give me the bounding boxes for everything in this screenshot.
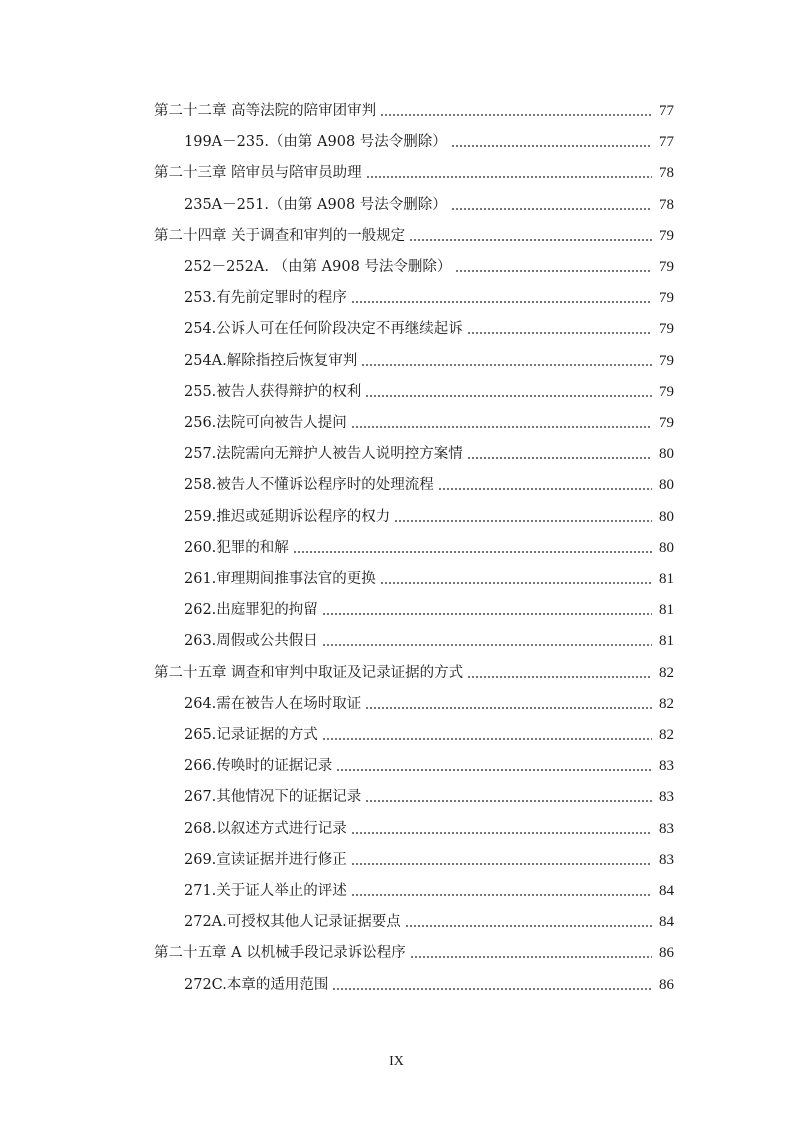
dot-leader (438, 477, 652, 491)
toc-chapter-entry[interactable] (0, 938, 793, 962)
toc-section-entry[interactable] (0, 502, 793, 526)
toc-entry-page: 79 (659, 321, 674, 338)
toc-section-entry[interactable] (0, 720, 793, 744)
toc-entry-page: 80 (659, 539, 674, 556)
toc-entry-page: 84 (659, 914, 674, 931)
toc-entry-title: 264.需在被告人在场时取证 (184, 695, 362, 712)
dot-leader (410, 945, 652, 959)
toc-entry-title: 268.以叙述方式进行记录 (184, 820, 347, 837)
toc-section-entry[interactable] (0, 190, 793, 214)
toc-entry-page: 81 (659, 571, 674, 587)
toc-entry-title: 271.关于证人举止的评述 (184, 883, 347, 899)
toc-section-entry[interactable] (0, 439, 793, 463)
toc-chapter-entry[interactable] (0, 658, 793, 682)
dot-leader (293, 540, 652, 554)
toc-entry-page: 81 (659, 633, 674, 650)
dot-leader (322, 602, 652, 616)
toc-entry-title: 266.传唤时的证据记录 (184, 758, 333, 775)
toc-entry-page: 83 (659, 789, 674, 806)
toc-entry-page: 86 (659, 945, 674, 962)
dot-leader (451, 134, 652, 148)
dot-leader (394, 509, 652, 523)
dot-leader (336, 758, 652, 772)
toc-section-entry[interactable] (0, 564, 793, 588)
toc-section-entry[interactable] (0, 127, 793, 151)
toc-section-entry[interactable] (0, 252, 793, 276)
toc-entry-title: 252－252A. （由第 A908 号法令删除） (184, 259, 452, 275)
dot-leader (322, 727, 652, 741)
dot-leader (451, 197, 652, 211)
toc-section-entry[interactable] (0, 408, 793, 432)
toc-entry-title: 258.被告人不懂诉讼程序时的处理流程 (184, 477, 434, 494)
toc-entry-title: 254.公诉人可在任何阶段决定不再继续起诉 (184, 321, 463, 338)
toc-entry-title: 255.被告人获得辩护的权利 (184, 383, 362, 400)
toc-entry-title: 第二十二章 高等法院的陪审团审判 (154, 103, 377, 119)
dot-leader (365, 789, 652, 803)
toc-chapter-entry[interactable] (0, 96, 793, 120)
toc-entry-page: 86 (659, 976, 674, 993)
toc-entry-page: 83 (659, 758, 674, 775)
toc-entry-title: 259.推迟或延期诉讼程序的权力 (184, 508, 391, 525)
toc-section-entry[interactable] (0, 626, 793, 650)
toc-section-entry[interactable] (0, 814, 793, 838)
toc-entry-page: 79 (659, 383, 674, 400)
toc-entry-page: 79 (659, 352, 674, 369)
toc-section-entry[interactable] (0, 907, 793, 931)
toc-section-entry[interactable] (0, 876, 793, 900)
toc-section-entry[interactable] (0, 533, 793, 557)
toc-entry-title: 第二十五章 调查和审判中取证及记录证据的方式 (154, 664, 464, 681)
toc-section-entry[interactable] (0, 595, 793, 619)
dot-leader (351, 852, 652, 866)
dot-leader (332, 977, 652, 991)
toc-entry-title: 262.出庭罪犯的拘留 (184, 602, 318, 619)
toc-entry-page: 78 (659, 165, 674, 182)
toc-entry-page: 80 (659, 508, 674, 525)
toc-entry-page: 77 (659, 103, 674, 119)
toc-section-entry[interactable] (0, 782, 793, 806)
toc-entry-page: 82 (659, 664, 674, 681)
dot-leader (380, 103, 652, 117)
toc-entry-page: 81 (659, 602, 674, 619)
toc-section-entry[interactable] (0, 346, 793, 370)
toc-entry-title: 272A.可授权其他人记录证据要点 (184, 914, 401, 931)
toc-entry-page: 83 (659, 851, 674, 868)
toc-entry-title: 263.周假或公共假日 (184, 633, 318, 650)
toc-entry-page: 79 (659, 227, 674, 244)
dot-leader (467, 321, 652, 335)
toc-entry-title: 199A－235.（由第 A908 号法令删除） (184, 134, 447, 151)
dot-leader (366, 165, 652, 179)
toc-section-entry[interactable] (0, 689, 793, 713)
toc-entry-title: 254A.解除指控后恢复审判 (184, 352, 358, 369)
dot-leader (365, 384, 652, 398)
toc-section-entry[interactable] (0, 751, 793, 775)
toc-entry-page: 80 (659, 477, 674, 494)
toc-entry-title: 272C.本章的适用范围 (184, 976, 329, 993)
toc-section-entry[interactable] (0, 314, 793, 338)
page-number: IX (389, 1054, 404, 1069)
dot-leader (409, 228, 652, 242)
dot-leader (455, 259, 652, 273)
toc-entry-page: 79 (659, 415, 674, 431)
dot-leader (361, 353, 652, 367)
toc-entry-title: 第二十四章 关于调查和审判的一般规定 (154, 227, 406, 244)
toc-section-entry[interactable] (0, 970, 793, 994)
dot-leader (467, 665, 652, 679)
toc-entry-page: 83 (659, 820, 674, 837)
toc-entry-title: 第二十三章 陪审员与陪审员助理 (154, 165, 362, 182)
toc-entry-page: 82 (659, 695, 674, 712)
toc-entry-page: 79 (659, 290, 674, 307)
toc-entry-title: 269.宣读证据并进行修正 (184, 851, 347, 868)
toc-entry-page: 77 (659, 134, 674, 151)
toc-section-entry[interactable] (0, 377, 793, 401)
toc-entry-title: 261.审理期间推事法官的更换 (184, 571, 376, 587)
dot-leader (365, 696, 652, 710)
dot-leader (467, 446, 652, 460)
dot-leader (380, 571, 652, 585)
dot-leader (405, 914, 652, 928)
toc-entry-page: 78 (659, 196, 674, 213)
toc-entry-title: 256.法院可向被告人提问 (184, 415, 347, 431)
toc-entry-title: 第二十五章 A 以机械手段记录诉讼程序 (154, 945, 406, 962)
dot-leader (351, 821, 652, 835)
toc-entry-title: 235A－251.（由第 A908 号法令删除） (184, 196, 447, 213)
toc-chapter-entry[interactable] (0, 221, 793, 245)
toc-entry-title: 260.犯罪的和解 (184, 539, 289, 556)
toc-entry-title: 253.有先前定罪时的程序 (184, 290, 347, 307)
dot-leader (351, 415, 652, 429)
toc-entry-page: 84 (659, 883, 674, 899)
toc-entry-title: 267.其他情况下的证据记录 (184, 789, 362, 806)
toc-entry-page: 80 (659, 446, 674, 463)
toc-section-entry[interactable] (0, 283, 793, 307)
dot-leader (322, 633, 652, 647)
toc-section-entry[interactable] (0, 470, 793, 494)
toc-section-entry[interactable] (0, 845, 793, 869)
toc-entry-page: 79 (659, 259, 674, 275)
dot-leader (351, 290, 652, 304)
toc-chapter-entry[interactable] (0, 158, 793, 182)
toc-entry-title: 265.记录证据的方式 (184, 727, 318, 743)
toc-entry-page: 82 (659, 727, 674, 743)
toc-entry-title: 257.法院需向无辩护人被告人说明控方案情 (184, 446, 463, 463)
dot-leader (351, 883, 652, 897)
